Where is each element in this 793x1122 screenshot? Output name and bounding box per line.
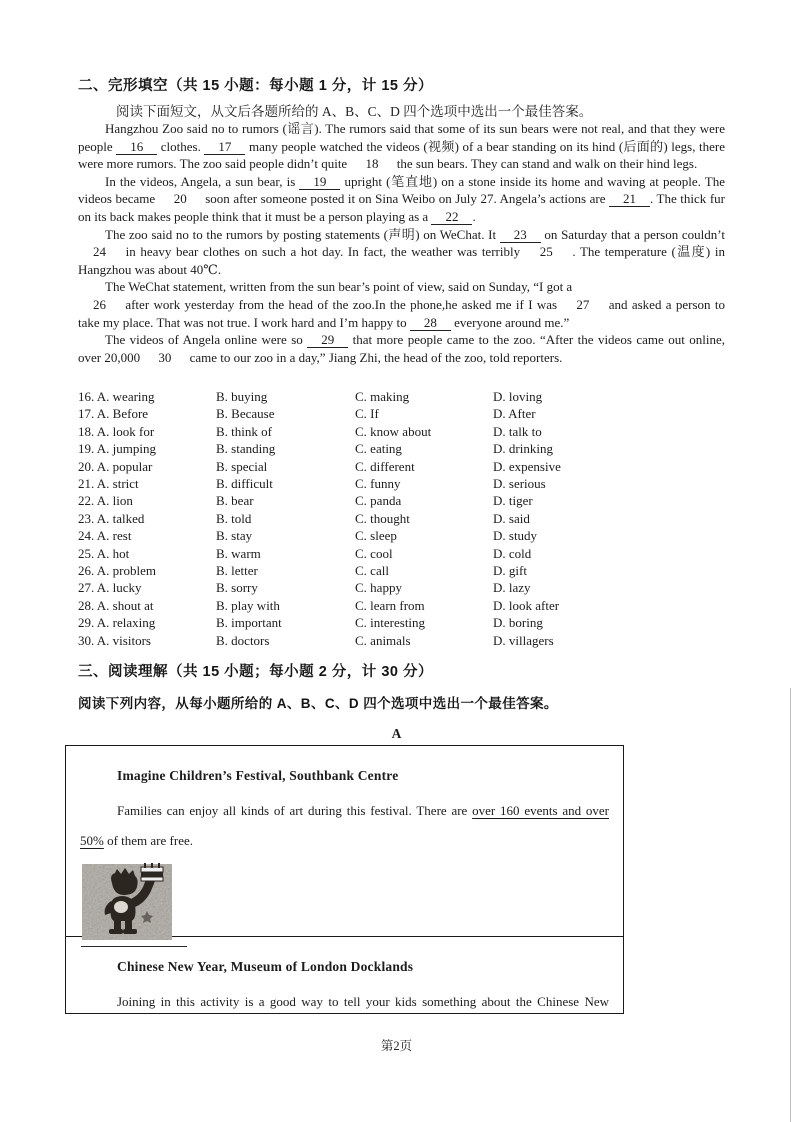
text-segment: many people watched the videos (视频) of a bear standing on its hind (后面的) legs, there were more rumors. The zoo said people didn’t quite (78, 138, 725, 172)
option-19-C: C. eating (355, 441, 402, 457)
option-24-C: C. sleep (355, 528, 397, 544)
mascot-photo (81, 863, 187, 947)
option-16-C: C. making (355, 389, 410, 404)
cloze-paragraph-3 (78, 226, 725, 279)
option-19-A: 19. A. jumping (78, 441, 157, 457)
option-19-B: B. standing (216, 441, 276, 457)
text-segment: The videos of Angela online were so (105, 332, 308, 348)
option-27-C: C. happy (355, 580, 402, 596)
option-20-D: D. expensive (493, 458, 561, 474)
options-row-25 (78, 545, 725, 562)
newyear-paragraph (80, 987, 609, 1017)
cloze-paragraph-5 (78, 331, 725, 366)
text-segment: came to our zoo in a day,” Jiang Zhi, the head of the zoo, told reporters. (186, 349, 563, 365)
section2-instruction: 阅读下面短文，从文后各题所给的 A、B、C、D 四个选项中选出一个最佳答案。 (116, 104, 593, 119)
options-row-21 (78, 475, 725, 492)
option-23-D: D. said (493, 510, 530, 526)
option-20-C: C. different (355, 458, 415, 474)
text-segment: of them are free. (103, 833, 193, 848)
options-row-18 (78, 423, 725, 440)
text-segment: The zoo said no to the rumors by posting statements (声明) on WeChat. It (105, 226, 500, 242)
scan-edge-artifact (790, 688, 791, 1122)
option-27-D: D. lazy (493, 580, 531, 596)
option-29-A: 29. A. relaxing (78, 615, 156, 631)
text-segment: and asked a person to take my place. That was not true. I work hard and I’m happy to (78, 296, 725, 330)
text-segment: the sun bears. They can stand and walk on their hind legs. (393, 156, 698, 172)
option-25-A: 25. A. hot (78, 545, 130, 561)
option-28-D: D. look after (493, 597, 560, 613)
option-23-B: B. told (216, 510, 252, 526)
option-18-D: D. talk to (493, 423, 542, 439)
option-24-D: D. study (493, 528, 538, 544)
option-30-B: B. doctors (216, 632, 270, 648)
option-24-A: 24. A. rest (78, 528, 132, 544)
text-segment: clothes. (157, 138, 205, 154)
options-row-28 (78, 597, 725, 614)
text-segment: Joining in this activity is a good way to tell your kids something about the Chinese New (117, 994, 609, 1009)
option-26-D: D. gift (493, 563, 527, 579)
option-18-C: C. know about (355, 423, 432, 439)
option-21-A: 21. A. strict (78, 476, 139, 492)
options-row-17 (78, 405, 725, 422)
cloze-blank-27: 27 (576, 296, 590, 312)
option-19-D: D. drinking (493, 441, 553, 457)
option-28-A: 28. A. shout at (78, 597, 154, 613)
mascot-image (81, 863, 173, 943)
options-row-27 (78, 579, 725, 596)
option-29-B: B. important (216, 615, 282, 631)
option-30-D: D. villagers (493, 632, 554, 648)
text-segment: over 160 events and over 50% (80, 803, 609, 848)
reading-passage-box (65, 745, 624, 1014)
option-24-B: B. stay (216, 528, 253, 544)
text-segment: everyone around me.” (450, 314, 570, 330)
options-row-20 (78, 458, 725, 475)
cloze-blank-19: 19 (299, 174, 340, 190)
text-segment: on Saturday that a person couldn’t (540, 226, 725, 242)
text-segment: In the videos, Angela, a sun bear, is (105, 173, 300, 189)
option-22-D: D. tiger (493, 493, 533, 509)
option-29-D: D. boring (493, 615, 543, 631)
option-18-B: B. think of (216, 423, 272, 439)
option-27-B: B. sorry (216, 580, 258, 596)
options-row-19 (78, 440, 725, 457)
text-segment: The WeChat statement, written from the sun bear’s point of view, said on Sunday, “I got a (105, 279, 573, 295)
options-row-24 (78, 527, 725, 544)
cloze-blank-18: 18 (365, 156, 379, 172)
text-segment: in heavy bear clothes on such a hot day. In fact, the weather was terribly (121, 244, 525, 260)
cloze-options-table (78, 388, 725, 649)
option-22-B: B. bear (216, 493, 254, 509)
text-segment: Families can enjoy all kinds of art during this festival. There are (117, 803, 473, 818)
option-17-B: B. Because (216, 406, 275, 422)
option-28-B: B. play with (216, 597, 280, 613)
option-30-A: 30. A. visitors (78, 632, 151, 648)
cloze-paragraph-4 (78, 278, 725, 331)
option-17-C: C. If (355, 406, 379, 422)
option-20-B: B. special (216, 458, 268, 474)
option-27-A: 27. A. lucky (78, 580, 142, 596)
cloze-blank-28: 28 (410, 315, 451, 331)
cloze-passage (78, 120, 725, 366)
option-23-A: 23. A. talked (78, 510, 145, 526)
reading-box-cell-newyear (66, 937, 623, 1013)
section2-heading: 二、完形填空（共 15 小题：每小题 1 分，计 15 分） (78, 78, 433, 94)
option-26-B: B. letter (216, 563, 258, 579)
festival-paragraph (80, 796, 609, 856)
option-29-C: C. interesting (355, 615, 426, 631)
cloze-blank-26: 26 (93, 296, 106, 312)
text-segment: after work yesterday from the head of the zoo.In the phone,he asked me if I was (121, 296, 562, 312)
option-26-A: 26. A. problem (78, 563, 156, 579)
option-16-A: 16. A. wearing (78, 389, 155, 404)
option-21-B: B. difficult (216, 476, 273, 492)
option-25-D: D. cold (493, 545, 532, 561)
option-30-C: C. animals (355, 632, 411, 648)
options-row-22 (78, 492, 725, 509)
cloze-blank-23: 23 (500, 227, 541, 243)
section3-instruction: 阅读下列内容，从每小题所给的 A、B、C、D 四个选项中选出一个最佳答案。 (78, 696, 558, 711)
newyear-title: Chinese New Year, Museum of London Docklands (117, 959, 414, 974)
option-25-C: C. cool (355, 545, 393, 561)
cloze-blank-30: 30 (158, 349, 172, 365)
cloze-paragraph-1 (78, 120, 725, 173)
cloze-paragraph-2 (78, 173, 725, 226)
text-segment: that more people came to the zoo. “After the videos came out online, over 20,000 (78, 332, 725, 365)
section3-heading: 三、阅读理解（共 15 小题；每小题 2 分，计 30 分） (78, 664, 433, 680)
cloze-blank-25: 25 (539, 244, 553, 260)
option-20-A: 20. A. popular (78, 458, 153, 474)
cloze-blank-21: 21 (609, 191, 650, 207)
reading-box-cell-festival (66, 746, 623, 937)
option-22-C: C. panda (355, 493, 402, 509)
option-17-D: D. After (493, 406, 536, 422)
option-16-D: D. loving (493, 389, 543, 404)
text-segment: upright (笔直地) on a stone inside its home and waving at people. The videos became (78, 173, 725, 207)
text-segment: . The temperature (温度) in Hangzhou was about 40℃. (78, 244, 725, 277)
option-21-D: D. serious (493, 476, 546, 492)
passage-a-label: A (391, 726, 402, 741)
options-row-30 (78, 632, 725, 649)
cloze-blank-22: 22 (431, 209, 472, 225)
option-16-B: B. buying (216, 389, 268, 404)
mascot-bib (114, 901, 128, 913)
cloze-blank-20: 20 (173, 191, 187, 207)
text-segment: soon after someone posted it on Sina Weibo on July 27. Angela’s actions are (201, 191, 610, 207)
page-number: 第2页 (380, 1039, 413, 1053)
option-17-A: 17. A. Before (78, 406, 149, 422)
option-23-C: C. thought (355, 510, 410, 526)
options-row-16 (78, 388, 725, 405)
cloze-blank-17: 17 (204, 139, 245, 155)
text-segment: Hangzhou Zoo said no to rumors (谣言). The rumors said that some of its sun bears were not real, and that they were people (78, 121, 725, 154)
option-25-B: B. warm (216, 545, 261, 561)
option-26-C: C. call (355, 563, 389, 579)
text-segment: . The thick fur on its back makes people think that it must be a person playing as a (78, 191, 725, 224)
options-row-26 (78, 562, 725, 579)
option-28-C: C. learn from (355, 597, 425, 613)
option-22-A: 22. A. lion (78, 493, 133, 509)
mascot-cake (141, 863, 163, 881)
festival-title: Imagine Children’s Festival, Southbank Centre (117, 768, 399, 783)
option-21-C: C. funny (355, 476, 401, 492)
cloze-blank-29: 29 (307, 332, 348, 348)
cloze-blank-16: 16 (116, 139, 157, 155)
cloze-blank-24: 24 (93, 244, 106, 260)
option-18-A: 18. A. look for (78, 423, 155, 439)
options-row-29 (78, 614, 725, 631)
options-row-23 (78, 510, 725, 527)
text-segment: . (472, 208, 476, 224)
